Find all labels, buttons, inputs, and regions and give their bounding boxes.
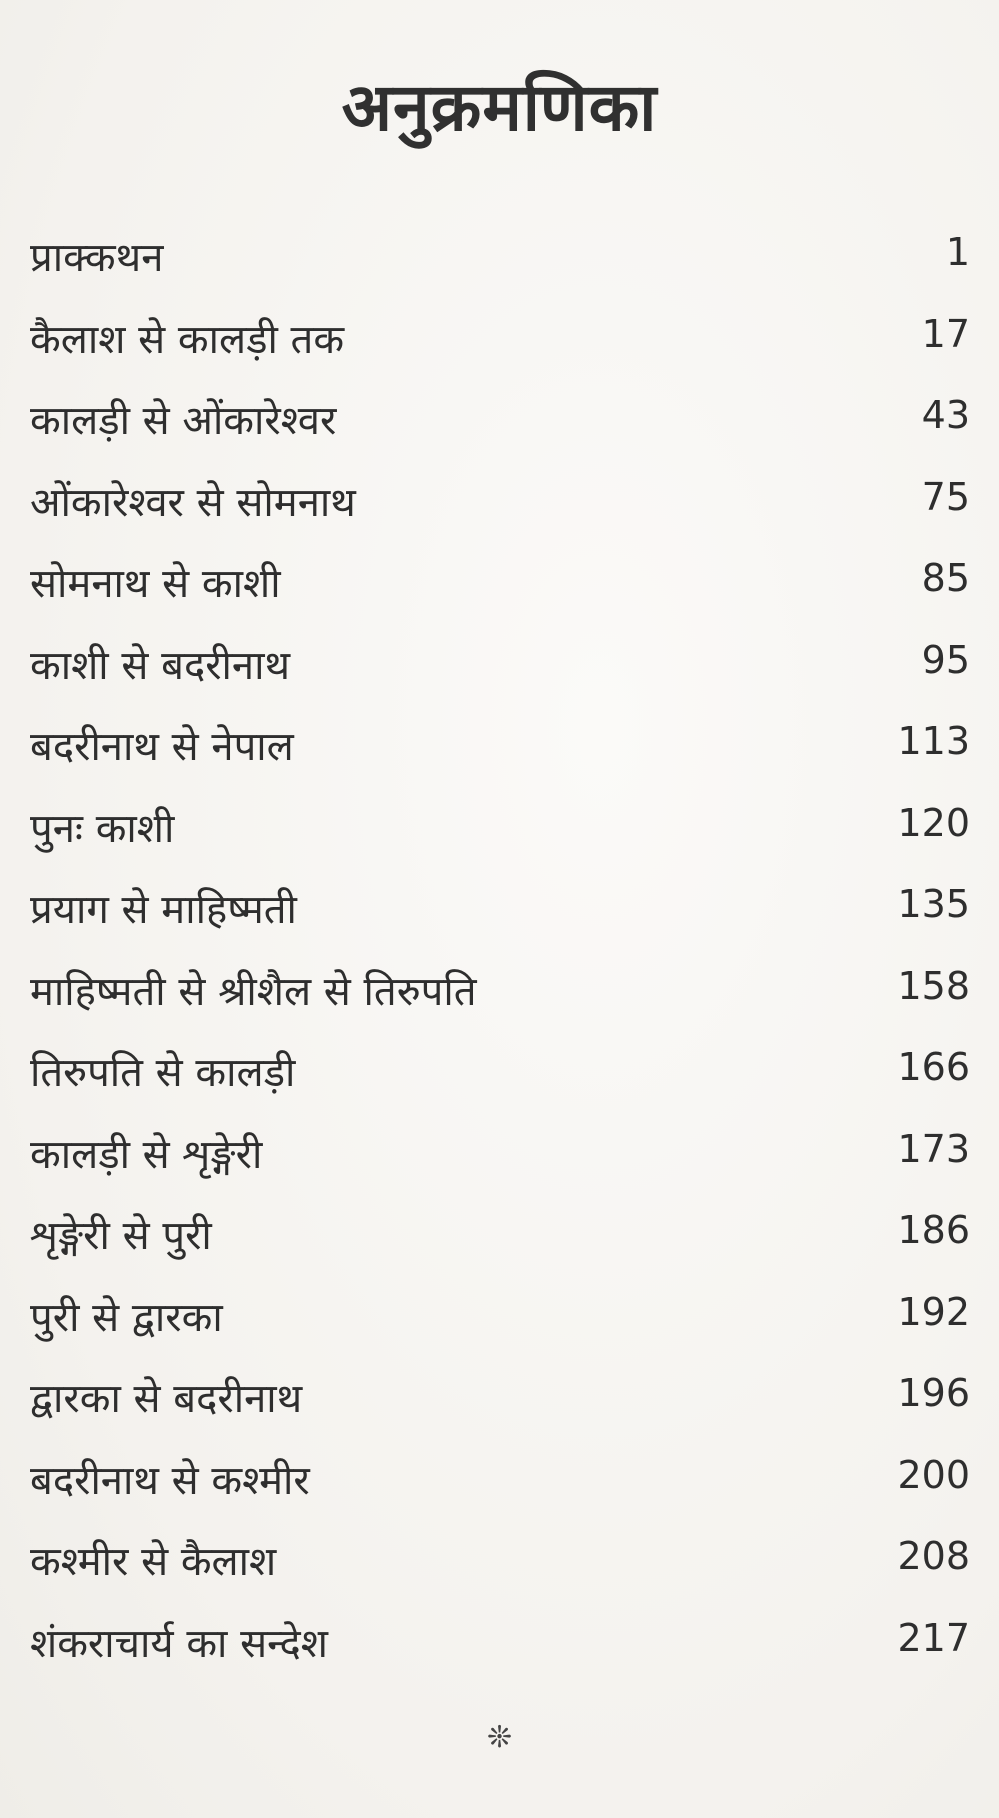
toc-entry-label: कैलाश से कालड़ी तक <box>30 316 345 363</box>
toc-entry-page: 158 <box>897 963 970 1008</box>
toc-entry-page: 43 <box>921 393 970 437</box>
toc-entry-label: कालड़ी से शृङ्गेरी <box>30 1131 263 1178</box>
toc-entry-page: 85 <box>921 556 970 600</box>
toc-entry-label: सोमनाथ से काशी <box>30 561 281 607</box>
toc-entry-label: बदरीनाथ से नेपाल <box>30 724 294 770</box>
toc-entry-label: कालड़ी से ओंकारेश्वर <box>30 398 337 444</box>
toc-entry <box>30 391 970 473</box>
toc-entry <box>30 717 970 799</box>
toc-entry <box>30 636 970 718</box>
toc-entry-page: 75 <box>921 474 970 519</box>
toc-entry-page: 173 <box>897 1126 970 1171</box>
toc-entry <box>30 1206 970 1288</box>
toc-entry-label: शंकराचार्य का सन्देश <box>30 1620 328 1667</box>
toc-entry <box>30 1532 970 1614</box>
toc-entry-label: काशी से बदरीनाथ <box>30 642 291 689</box>
toc-entry <box>30 799 970 881</box>
toc-entry <box>30 1043 970 1125</box>
toc-entry-page: 166 <box>897 1045 970 1089</box>
toc-entry-label: प्राक्कथन <box>30 235 164 281</box>
toc-entry-page: 186 <box>897 1208 970 1252</box>
toc-entry <box>30 1451 970 1533</box>
page-title: अनुक्रमणिका <box>341 69 658 146</box>
toc-entry-label: पुरी से द्वारका <box>30 1294 223 1341</box>
toc-entry-page: 196 <box>897 1371 970 1415</box>
toc-entry-label: द्वारका से बदरीनाथ <box>30 1376 303 1422</box>
toc-entry-label: पुनः काशी <box>30 805 175 852</box>
toc-entry <box>30 1614 970 1696</box>
toc-entry <box>30 962 970 1044</box>
toc-entry-label: माहिष्मती से श्रीशैल से तिरुपति <box>30 968 477 1015</box>
toc-entry <box>30 1369 970 1451</box>
toc-entry-page: 95 <box>921 637 970 682</box>
toc-entry-page: 192 <box>897 1289 970 1334</box>
toc-entry-page: 217 <box>897 1615 970 1660</box>
toc-entry-page: 135 <box>897 882 970 926</box>
toc-entry-label: प्रयाग से माहिष्मती <box>30 887 297 933</box>
toc-entry-label: तिरुपति से कालड़ी <box>30 1050 296 1096</box>
toc-entry-label: कश्मीर से कैलाश <box>30 1539 277 1585</box>
toc-entry-page: 208 <box>897 1534 970 1578</box>
toc-entry-label: ओंकारेश्वर से सोमनाथ <box>30 479 356 526</box>
toc-entry-page: 113 <box>897 719 970 763</box>
toc-entry-page: 120 <box>897 800 970 845</box>
toc-entry-label: बदरीनाथ से कश्मीर <box>30 1457 310 1504</box>
table-of-contents <box>30 228 970 1695</box>
toc-entry-label: शृङ्गेरी से पुरी <box>30 1213 212 1259</box>
toc-entry <box>30 880 970 962</box>
toc-entry-page: 200 <box>897 1452 970 1497</box>
toc-entry <box>30 228 970 310</box>
flower-ornament-icon: ❊ <box>486 1720 513 1755</box>
toc-entry <box>30 554 970 636</box>
toc-entry <box>30 1125 970 1207</box>
toc-entry <box>30 1288 970 1370</box>
toc-entry <box>30 473 970 555</box>
toc-entry-page: 1 <box>945 230 970 274</box>
toc-entry-page: 17 <box>921 311 970 356</box>
toc-entry <box>30 310 970 392</box>
